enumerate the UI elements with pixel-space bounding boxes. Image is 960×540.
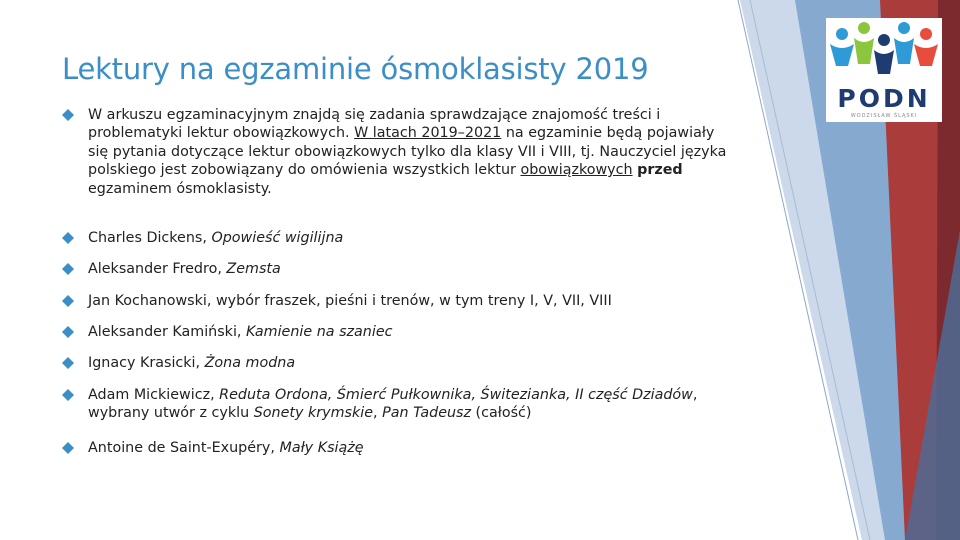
figure-red	[914, 28, 938, 66]
reading-title: Opowieść wigilijna	[211, 230, 344, 246]
reading-note: (całość)	[471, 405, 532, 422]
reading-author: Aleksander Kamiński,	[88, 324, 247, 340]
reading-title: Reduta Ordona, Śmierć Pułkownika, Świtezianka, II część Dziadów	[219, 387, 693, 403]
reading-title: Sonety krymskie	[253, 405, 374, 422]
reading-connector: ,	[373, 405, 383, 422]
reading-title: Zemsta	[226, 261, 281, 277]
reading-text	[88, 386, 732, 423]
reading-text	[88, 323, 732, 341]
reading-title: Mały Książę	[279, 440, 364, 456]
reading-author: Charles Dickens,	[88, 230, 212, 246]
people-figures-icon	[826, 18, 942, 84]
intro-part: W arkuszu egzaminacyjnym znajdą się zadania sprawdzające znajomość treści i problematyki lektur obowiązkowych.	[88, 107, 661, 142]
logo-subtitle: WODZISŁAW ŚLĄSKI	[850, 113, 918, 119]
reading-text	[88, 260, 732, 278]
slide-title: Lektury na egzaminie ósmoklasisty 2019	[62, 52, 649, 86]
reading-connector: , wybrany utwór z cyklu	[88, 387, 698, 422]
reading-text: Jan Kochanowski, wybór fraszek, pieśni i trenów, w tym treny I, V, VII, VIII	[88, 293, 612, 309]
diamond-bullet-icon	[62, 232, 74, 244]
reading-title: Pan Tadeusz	[382, 405, 472, 422]
reading-author: Antoine de Saint-Exupéry,	[88, 440, 280, 456]
intro-text	[88, 106, 732, 198]
diamond-bullet-icon	[62, 109, 74, 121]
diamond-bullet-icon	[62, 389, 74, 401]
reading-author: Ignacy Krasicki,	[88, 355, 205, 371]
intro-part: na egzaminie będą pojawiały się pytania dotyczące lektur obowiązkowych tylko dla klasy VII i VIII, tj. Nauczyciel języka polskiego jest zobowiązany do omówienia wszystkich lektur	[88, 125, 727, 179]
logo-text: PODN	[837, 84, 931, 113]
diamond-bullet-icon	[62, 442, 74, 454]
podn-logo	[826, 18, 942, 122]
intro-mandatory: obowiązkowych	[520, 162, 633, 179]
figure-blue-right	[894, 22, 914, 64]
reading-author: Adam Mickiewicz,	[88, 387, 220, 403]
figure-blue-left	[830, 28, 854, 66]
intro-part: egzaminem ósmoklasisty.	[88, 180, 272, 197]
figure-navy	[874, 34, 894, 74]
reading-text	[88, 439, 732, 457]
intro-years: W latach 2019–2021	[354, 125, 502, 142]
diamond-bullet-icon	[62, 295, 74, 307]
reading-title: Kamienie na szaniec	[246, 324, 393, 340]
figure-green	[854, 22, 874, 64]
diamond-bullet-icon	[62, 263, 74, 275]
reading-author: Aleksander Fredro,	[88, 261, 227, 277]
intro-before: przed	[637, 162, 683, 179]
reading-text	[88, 229, 732, 247]
diamond-bullet-icon	[62, 357, 74, 369]
reading-text	[88, 354, 732, 372]
diamond-bullet-icon	[62, 326, 74, 338]
reading-title: Żona modna	[204, 355, 296, 371]
